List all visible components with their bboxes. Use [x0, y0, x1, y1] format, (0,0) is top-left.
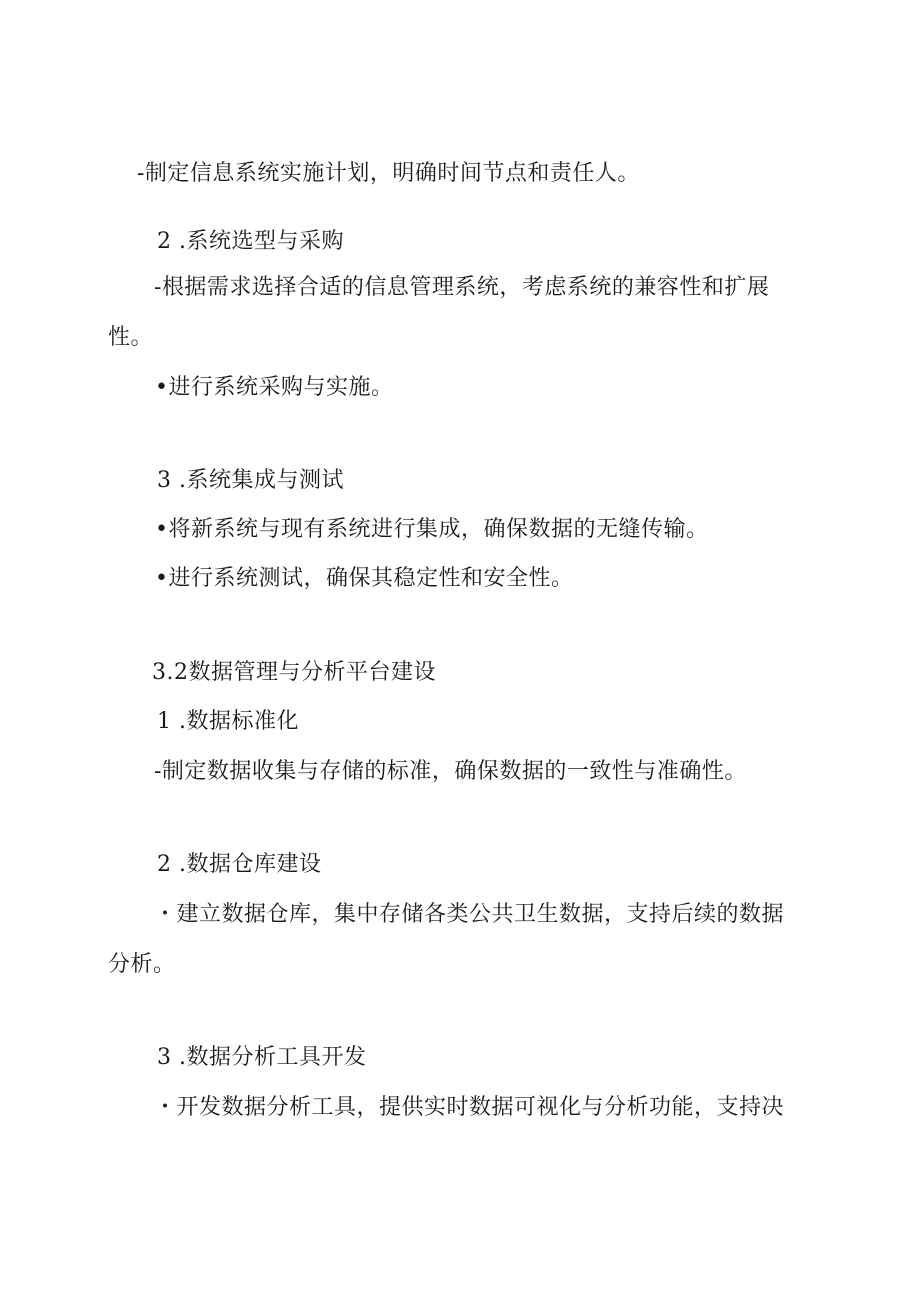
heading-analysis-tools: 3 .数据分析工具开发	[157, 1045, 367, 1070]
bullet-choose-system-cont: 性。	[108, 325, 154, 350]
bullet-warehouse: ・建立数据仓库，集中存储各类公共卫生数据，支持后续的数据	[154, 902, 785, 927]
bullet-testing: •进行系统测试，确保其稳定性和安全性。	[155, 566, 574, 591]
heading-data-warehouse: 2 .数据仓库建设	[157, 852, 322, 877]
bullet-integration: •将新系统与现有系统进行集成，确保数据的无缝传输。	[155, 517, 709, 542]
bullet-data-standards: -制定数据收集与存储的标准，确保数据的一致性与准确性。	[154, 759, 747, 784]
bullet-procurement: •进行系统采购与实施。	[155, 375, 394, 400]
heading-system-selection: 2 .系统选型与采购	[157, 229, 344, 254]
bullet-choose-system: -根据需求选择合适的信息管理系统，考虑系统的兼容性和扩展	[154, 275, 770, 300]
heading-system-integration: 3 .系统集成与测试	[157, 468, 344, 493]
bullet-analysis-tools: ・开发数据分析工具，提供实时数据可视化与分析功能，支持决	[154, 1095, 785, 1120]
bullet-implementation-plan: -制定信息系统实施计划，明确时间节点和责任人。	[137, 161, 640, 186]
bullet-warehouse-cont: 分析。	[108, 952, 176, 977]
heading-data-standardization: 1 .数据标准化	[157, 709, 299, 734]
section-title-data-platform: 3.2数据管理与分析平台建设	[152, 660, 436, 685]
